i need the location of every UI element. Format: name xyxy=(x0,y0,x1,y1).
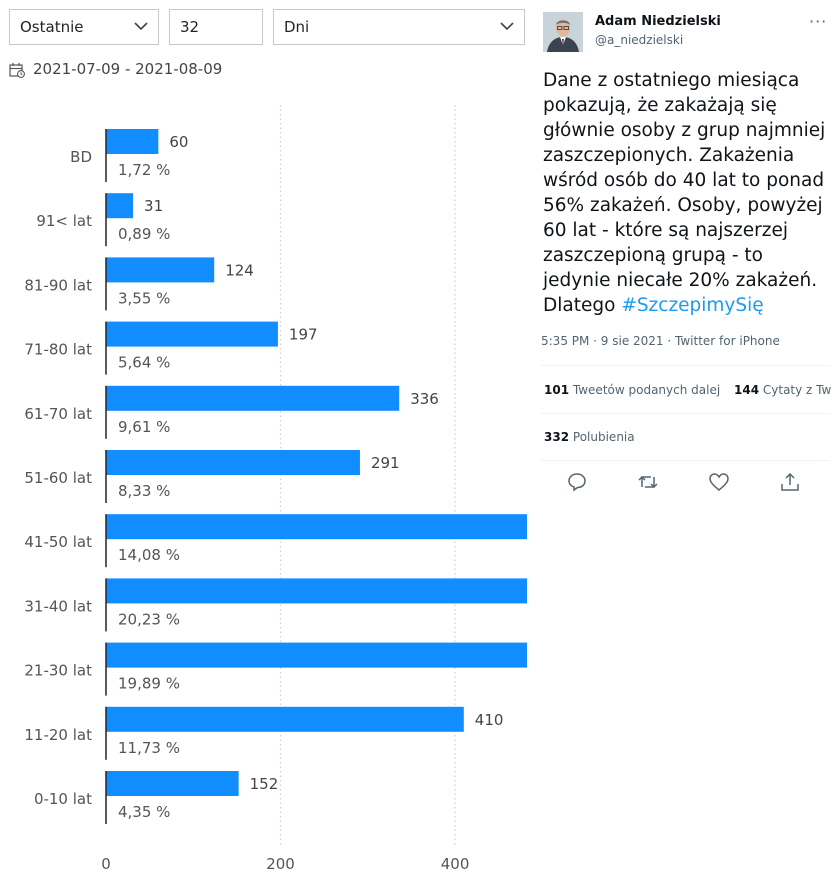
value-label: 31 xyxy=(144,197,164,216)
retweets-stat[interactable] xyxy=(544,383,720,397)
percent-label: 1,72 % xyxy=(118,161,171,179)
x-tick-label: 0 xyxy=(101,855,111,873)
tweet-text-line: Dane z ostatniego miesiąca xyxy=(543,70,800,91)
tweet-text-line: Dlatego #SzczepimySię xyxy=(543,295,764,316)
likes-label: Polubienia xyxy=(572,430,635,444)
retweets-label: Tweetów podanych dalej xyxy=(572,383,721,397)
divider xyxy=(541,365,830,366)
percent-label: 3,55 % xyxy=(118,289,171,308)
value-label: 410 xyxy=(474,710,504,729)
bar xyxy=(106,386,399,411)
bar xyxy=(106,450,360,475)
divider xyxy=(541,460,830,461)
period-count-value: 32 xyxy=(180,18,200,36)
category-label: 0-10 lat xyxy=(33,790,92,808)
category-label: 31-40 lat xyxy=(24,597,92,616)
avatar[interactable] xyxy=(543,12,583,52)
quotes-stat[interactable] xyxy=(734,383,831,397)
value-label: 336 xyxy=(410,389,439,408)
percent-label: 11,73 % xyxy=(118,738,180,757)
period-mode-value: Ostatnie xyxy=(20,18,84,36)
percent-label: 19,89 % xyxy=(118,674,180,693)
category-label: 91< lat xyxy=(36,212,92,231)
bar xyxy=(106,129,158,154)
category-label: 61-70 lat xyxy=(24,404,92,423)
tweet-text-line: zaszczepioną grupą - to xyxy=(543,245,763,266)
bar xyxy=(106,322,278,347)
category-label: 11-20 lat xyxy=(24,725,92,744)
more-dots-icon[interactable]: ··· xyxy=(809,12,828,31)
percent-label: 0,89 % xyxy=(118,225,171,244)
tweet-text xyxy=(543,68,833,318)
tweet-text-line: 56% zakażeń. Osoby, powyżej xyxy=(543,195,823,216)
retweet-icon[interactable] xyxy=(636,470,660,494)
category-label: 41-50 lat xyxy=(24,533,92,552)
percent-label: 4,35 % xyxy=(118,803,171,821)
author-name[interactable]: Adam Niedzielski xyxy=(595,14,721,29)
quotes-count: 144 xyxy=(734,383,760,397)
divider xyxy=(541,413,830,414)
bar xyxy=(106,707,464,732)
category-label: BD xyxy=(70,148,92,166)
tweet-text-line: 60 lat - które są najszerzej xyxy=(543,220,788,241)
bar xyxy=(106,193,133,218)
quotes-label: Cytaty z Tw xyxy=(762,383,832,397)
category-label: 71-80 lat xyxy=(24,340,92,359)
x-tick-label: 400 xyxy=(440,855,470,873)
percent-label: 20,23 % xyxy=(118,610,180,629)
bar xyxy=(106,771,239,796)
likes-stat[interactable] xyxy=(544,430,635,444)
category-label: 51-60 lat xyxy=(24,469,92,487)
tweet-card xyxy=(527,0,830,890)
like-icon[interactable] xyxy=(707,470,731,494)
tweet-text-line: wśród osób do 40 lat to ponad xyxy=(543,170,825,191)
x-tick-label: 200 xyxy=(266,855,295,873)
bar xyxy=(106,514,535,539)
category-label: 81-90 lat xyxy=(24,276,92,295)
value-label: 124 xyxy=(225,261,254,280)
tweet-text-line: jedynie niecałe 20% zakażeń. xyxy=(543,270,818,291)
author-handle[interactable]: @a_niedzielski xyxy=(595,33,684,47)
tweet-text-line: pokazują, że zakażają się xyxy=(543,95,777,116)
period-unit-value: Dni xyxy=(284,18,310,36)
bar xyxy=(106,257,214,282)
share-icon[interactable] xyxy=(778,470,802,494)
value-label: 197 xyxy=(288,325,318,344)
likes-count: 332 xyxy=(544,430,570,444)
avatar-portrait-icon xyxy=(543,12,583,52)
date-range-text: 2021-07-09 - 2021-08-09 xyxy=(33,60,223,78)
percent-label: 5,64 % xyxy=(118,353,171,372)
retweets-count: 101 xyxy=(544,383,570,397)
value-label: 152 xyxy=(249,775,279,793)
tweet-text-line: zaszczepionych. Zakażenia xyxy=(543,145,795,166)
tweet-timestamp[interactable]: 5:35 PM · 9 sie 2021 · Twitter for iPhone xyxy=(541,334,780,348)
value-label: 60 xyxy=(169,133,189,151)
percent-label: 9,61 % xyxy=(118,417,171,436)
reply-icon[interactable] xyxy=(565,470,589,494)
value-label: 291 xyxy=(370,454,400,472)
category-label: 21-30 lat xyxy=(24,661,92,680)
percent-label: 8,33 % xyxy=(118,482,171,500)
hashtag-link[interactable]: #SzczepimySię xyxy=(621,295,764,316)
percent-label: 14,08 % xyxy=(118,546,180,565)
tweet-text-line: głównie osoby z grup najmniej xyxy=(543,120,826,141)
